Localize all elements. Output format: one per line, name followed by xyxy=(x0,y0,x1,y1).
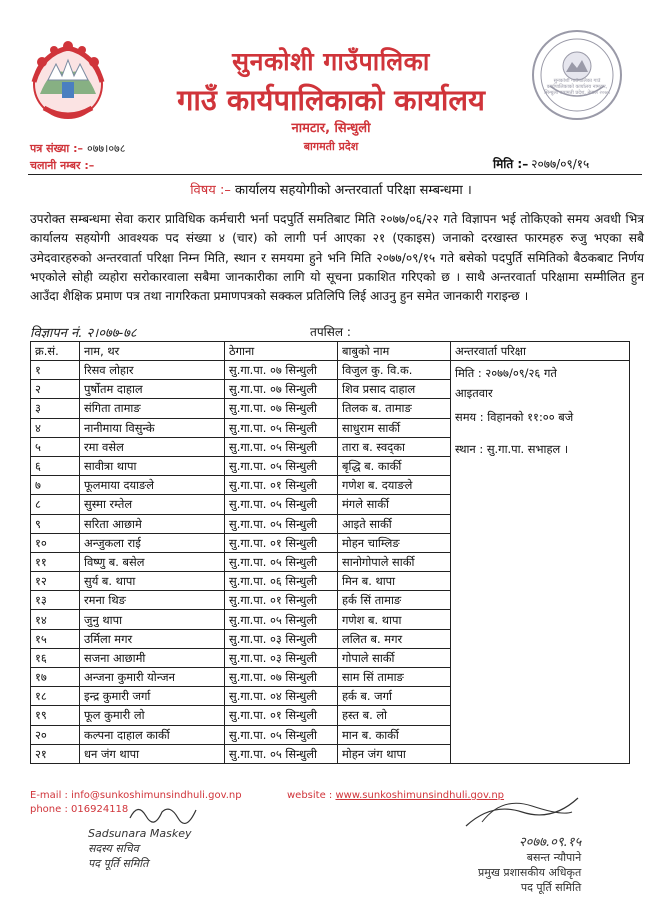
left-signature-line: Sadsunara Maskey xyxy=(88,827,192,840)
row-serial: १२ xyxy=(31,572,80,591)
row-serial: ६ xyxy=(31,456,80,475)
row-serial: १ xyxy=(31,361,80,380)
row-father: साधुराम सार्की xyxy=(338,418,451,437)
row-father: सानोगोपाले सार्की xyxy=(338,552,451,571)
reference-value: ०७७।०७८ xyxy=(86,142,126,155)
row-father: हर्क सिं तामाङ xyxy=(338,591,451,610)
row-name: सजना आछामी xyxy=(80,648,225,667)
table-title: तपसिल : xyxy=(310,325,351,339)
notice-body: उपरोक्त सम्बन्धमा सेवा करार प्राविधिक कर्मचारी भर्ना पदपुर्ति समतिबाट मिति २०७७/०६/२२ गते विज्ञापन भई तोकिएको समय अवधी भित्र कार्यालय सहयोगी आवश्यक पद संख्या ४ (चार) को लागी पर्न आएका २१ (एकाइस) जनाको दरखास्त फारमहरु रुजु भएका सबै उमेदवारहरुको अन्तरवार्ता परिक्षा निम्न मिति, स्थान र समयमा हुने भनि मिति २०७७/०९/१५ गते बसेको पदपुर्ति समितिको बैठकबाट निर्णय भएकोले सोही व्यहोरा सरोकारवाला सबैमा जानकारीका लागि यो सूचना प्रकाशित गरिएको छ । साथै अन्तरवार्ता परिक्षामा सम्मीलित हुन आउँदा शैक्षिक प्रमाण पत्र तथा नागरिकता प्रमाणपत्रको सक्कल प्रतिलिपि लिई आउनु हुन समेत जानकारी गराइन्छ । xyxy=(30,212,644,304)
header-divider xyxy=(28,174,642,175)
row-serial: ९ xyxy=(31,514,80,533)
row-father: साम सिं तामाङ xyxy=(338,668,451,687)
row-address: सु.गा.पा. ०५ सिन्धुली xyxy=(225,456,338,475)
row-address: सु.गा.पा. ०५ सिन्धुली xyxy=(225,552,338,571)
office-seal-text: सुनकोशी गाउँपालिका गाउँ कार्यपालिकाको कार्यालय नामटार, सिन्धुली बागमती प्रदेश, नेपाल २०७५ xyxy=(544,78,610,96)
row-serial: १५ xyxy=(31,629,80,648)
header-father: बाबुको नाम xyxy=(338,342,451,361)
row-serial: १७ xyxy=(31,668,80,687)
row-father: हर्क ब. जर्गा xyxy=(338,687,451,706)
row-name: उर्मिला मगर xyxy=(80,629,225,648)
row-address: सु.गा.पा. ०७ सिन्धुली xyxy=(225,399,338,418)
row-name: जुनु थापा xyxy=(80,610,225,629)
row-name: रमना थिङ xyxy=(80,591,225,610)
left-signature-line: पद पूर्ति समिति xyxy=(88,857,149,870)
signature-scribble-icon xyxy=(128,800,198,826)
row-name: फूल कुमारी लो xyxy=(80,706,225,725)
row-name: पुर्षोतम दाहाल xyxy=(80,380,225,399)
row-serial: १० xyxy=(31,533,80,552)
row-serial: ५ xyxy=(31,437,80,456)
subject-label: विषय :– xyxy=(190,183,231,198)
row-name: फूलमाया दयाङले xyxy=(80,476,225,495)
row-serial: १६ xyxy=(31,648,80,667)
row-father: गोपाले सार्की xyxy=(338,648,451,667)
row-serial: ३ xyxy=(31,399,80,418)
row-father: मोहन चाम्लिङ xyxy=(338,533,451,552)
row-father: शिव प्रसाद दाहाल xyxy=(338,380,451,399)
row-name: नानीमाया विसुन्के xyxy=(80,418,225,437)
officer-title: प्रमुख प्रशासकीय अधिकृत xyxy=(478,866,582,879)
row-father: ललित ब. मगर xyxy=(338,629,451,648)
signature-date: २०७७.०९.१५ xyxy=(518,835,582,850)
reference-label: पत्र संख्या :– xyxy=(30,142,83,155)
row-address: सु.गा.पा. ०५ सिन्धुली xyxy=(225,514,338,533)
row-name: सुस्मा रम्तेल xyxy=(80,495,225,514)
row-address: सु.गा.पा. ०७ सिन्धुली xyxy=(225,668,338,687)
row-serial: २ xyxy=(31,380,80,399)
row-serial: १३ xyxy=(31,591,80,610)
row-address: सु.गा.पा. ०१ सिन्धुली xyxy=(225,706,338,725)
interview-time: समय : विहानको ११:०० बजे xyxy=(455,410,574,424)
table-header-row xyxy=(31,342,630,361)
row-serial: ७ xyxy=(31,476,80,495)
interview-date: मिति : २०७७/०९/२६ गते xyxy=(455,366,557,380)
row-serial: ४ xyxy=(31,418,80,437)
header-address: ठेगाना xyxy=(225,342,338,361)
table-row xyxy=(31,361,630,380)
row-address: सु.गा.पा. ०५ सिन्धुली xyxy=(225,744,338,763)
header-name: नाम, थर xyxy=(80,342,225,361)
row-address: सु.गा.पा. ०७ सिन्धुली xyxy=(225,380,338,399)
row-father: मोहन जंग थापा xyxy=(338,744,451,763)
row-name: अन्जना कुमारी योन्जन xyxy=(80,668,225,687)
row-address: सु.गा.पा. ०३ सिन्धुली xyxy=(225,648,338,667)
officer-role: पद पूर्ति समिति xyxy=(520,881,582,894)
row-address: सु.गा.पा. ०५ सिन्धुली xyxy=(225,495,338,514)
row-address: सु.गा.पा. ०५ सिन्धुली xyxy=(225,725,338,744)
row-address: सु.गा.पा. ०५ सिन्धुली xyxy=(225,437,338,456)
row-address: सु.गा.पा. ०३ सिन्धुली xyxy=(225,629,338,648)
row-address: सु.गा.पा. ०५ सिन्धुली xyxy=(225,610,338,629)
row-serial: २० xyxy=(31,725,80,744)
row-father: विजुल कु. वि.क. xyxy=(338,361,451,380)
row-name: अन्जुकला राई xyxy=(80,533,225,552)
row-father: तिलक ब. तामाङ xyxy=(338,399,451,418)
letter-date xyxy=(493,155,589,172)
date-value: २०७७/०९/१५ xyxy=(531,157,590,171)
row-address: सु.गा.पा. ०४ सिन्धुली xyxy=(225,687,338,706)
date-label: मिति :– xyxy=(493,157,529,171)
row-father: मान ब. कार्की xyxy=(338,725,451,744)
row-father: हस्त ब. लो xyxy=(338,706,451,725)
footer-email: E-mail : info@sunkoshimunsindhuli.gov.np xyxy=(30,790,242,801)
header-interview: अन्तरवार्ता परिक्षा xyxy=(451,342,630,361)
row-name: इन्द्र कुमारी जर्गा xyxy=(80,687,225,706)
row-father: आइते सार्की xyxy=(338,514,451,533)
row-address: सु.गा.पा. ०७ सिन्धुली xyxy=(225,361,338,380)
footer-phone: phone : 016924118 xyxy=(30,804,129,815)
row-address: सु.गा.पा. ०५ सिन्धुली xyxy=(225,418,338,437)
office-name: गाउँ कार्यपालिकाको कार्यालय xyxy=(177,83,485,117)
right-signature xyxy=(478,835,581,895)
row-serial: १४ xyxy=(31,610,80,629)
website-link[interactable]: www.sunkoshimunsindhuli.gov.np xyxy=(335,790,505,801)
candidate-rows xyxy=(31,361,630,764)
subject-line xyxy=(0,180,662,198)
officer-name: बसन्त न्यौपाने xyxy=(526,851,582,864)
dispatch-number: चलानी नम्बर :– xyxy=(30,159,95,172)
interview-day: आइतवार xyxy=(455,386,493,400)
row-address: सु.गा.पा. ०१ सिन्धुली xyxy=(225,476,338,495)
row-name: सरिता आछामे xyxy=(80,514,225,533)
interview-details xyxy=(451,361,630,764)
row-name: विष्णु ब. बसेल xyxy=(80,552,225,571)
row-address: सु.गा.पा. ०६ सिन्धुली xyxy=(225,572,338,591)
row-name: सावीत्रा थापा xyxy=(80,456,225,475)
reference-number xyxy=(30,141,125,156)
row-serial: ११ xyxy=(31,552,80,571)
advertisement-number: विज्ञापन नं. २।०७७-७८ xyxy=(30,326,137,341)
row-father: गणेश ब. थापा xyxy=(338,610,451,629)
row-name: धन जंग थापा xyxy=(80,744,225,763)
subject-text: कार्यालय सहयोगीको अन्तरवार्ता परिक्षा सम्बन्धमा । xyxy=(235,183,472,198)
left-signature xyxy=(88,826,192,871)
row-name: सुर्य ब. थापा xyxy=(80,572,225,591)
left-signature-line: सदस्य सचिव xyxy=(88,842,139,855)
interview-venue: स्थान : सु.गा.पा. सभाहल । xyxy=(455,442,569,456)
website-label: website : xyxy=(287,790,333,801)
candidate-table xyxy=(30,341,630,764)
header-serial: क्र.सं. xyxy=(31,342,80,361)
row-father: गणेश ब. दयाङले xyxy=(338,476,451,495)
row-serial: ८ xyxy=(31,495,80,514)
row-serial: १८ xyxy=(31,687,80,706)
row-name: कल्पना दाहाल कार्की xyxy=(80,725,225,744)
row-address: सु.गा.पा. ०१ सिन्धुली xyxy=(225,533,338,552)
row-serial: १९ xyxy=(31,706,80,725)
municipality-name: सुनकोशी गाउँपालिका xyxy=(232,47,430,76)
office-province: बागमती प्रदेश xyxy=(303,140,359,153)
row-father: तारा ब. स्वद्का xyxy=(338,437,451,456)
row-father: बृद्धि ब. कार्की xyxy=(338,456,451,475)
row-name: संगिता तामाङ xyxy=(80,399,225,418)
signature-scribble-icon xyxy=(462,792,582,832)
row-serial: २१ xyxy=(31,744,80,763)
row-name: रिसव लोहार xyxy=(80,361,225,380)
row-name: रमा वसेल xyxy=(80,437,225,456)
row-address: सु.गा.पा. ०१ सिन्धुली xyxy=(225,591,338,610)
office-place: नामटार, सिन्धुली xyxy=(291,121,371,136)
row-father: मंगले सार्की xyxy=(338,495,451,514)
row-father: मिन ब. थापा xyxy=(338,572,451,591)
